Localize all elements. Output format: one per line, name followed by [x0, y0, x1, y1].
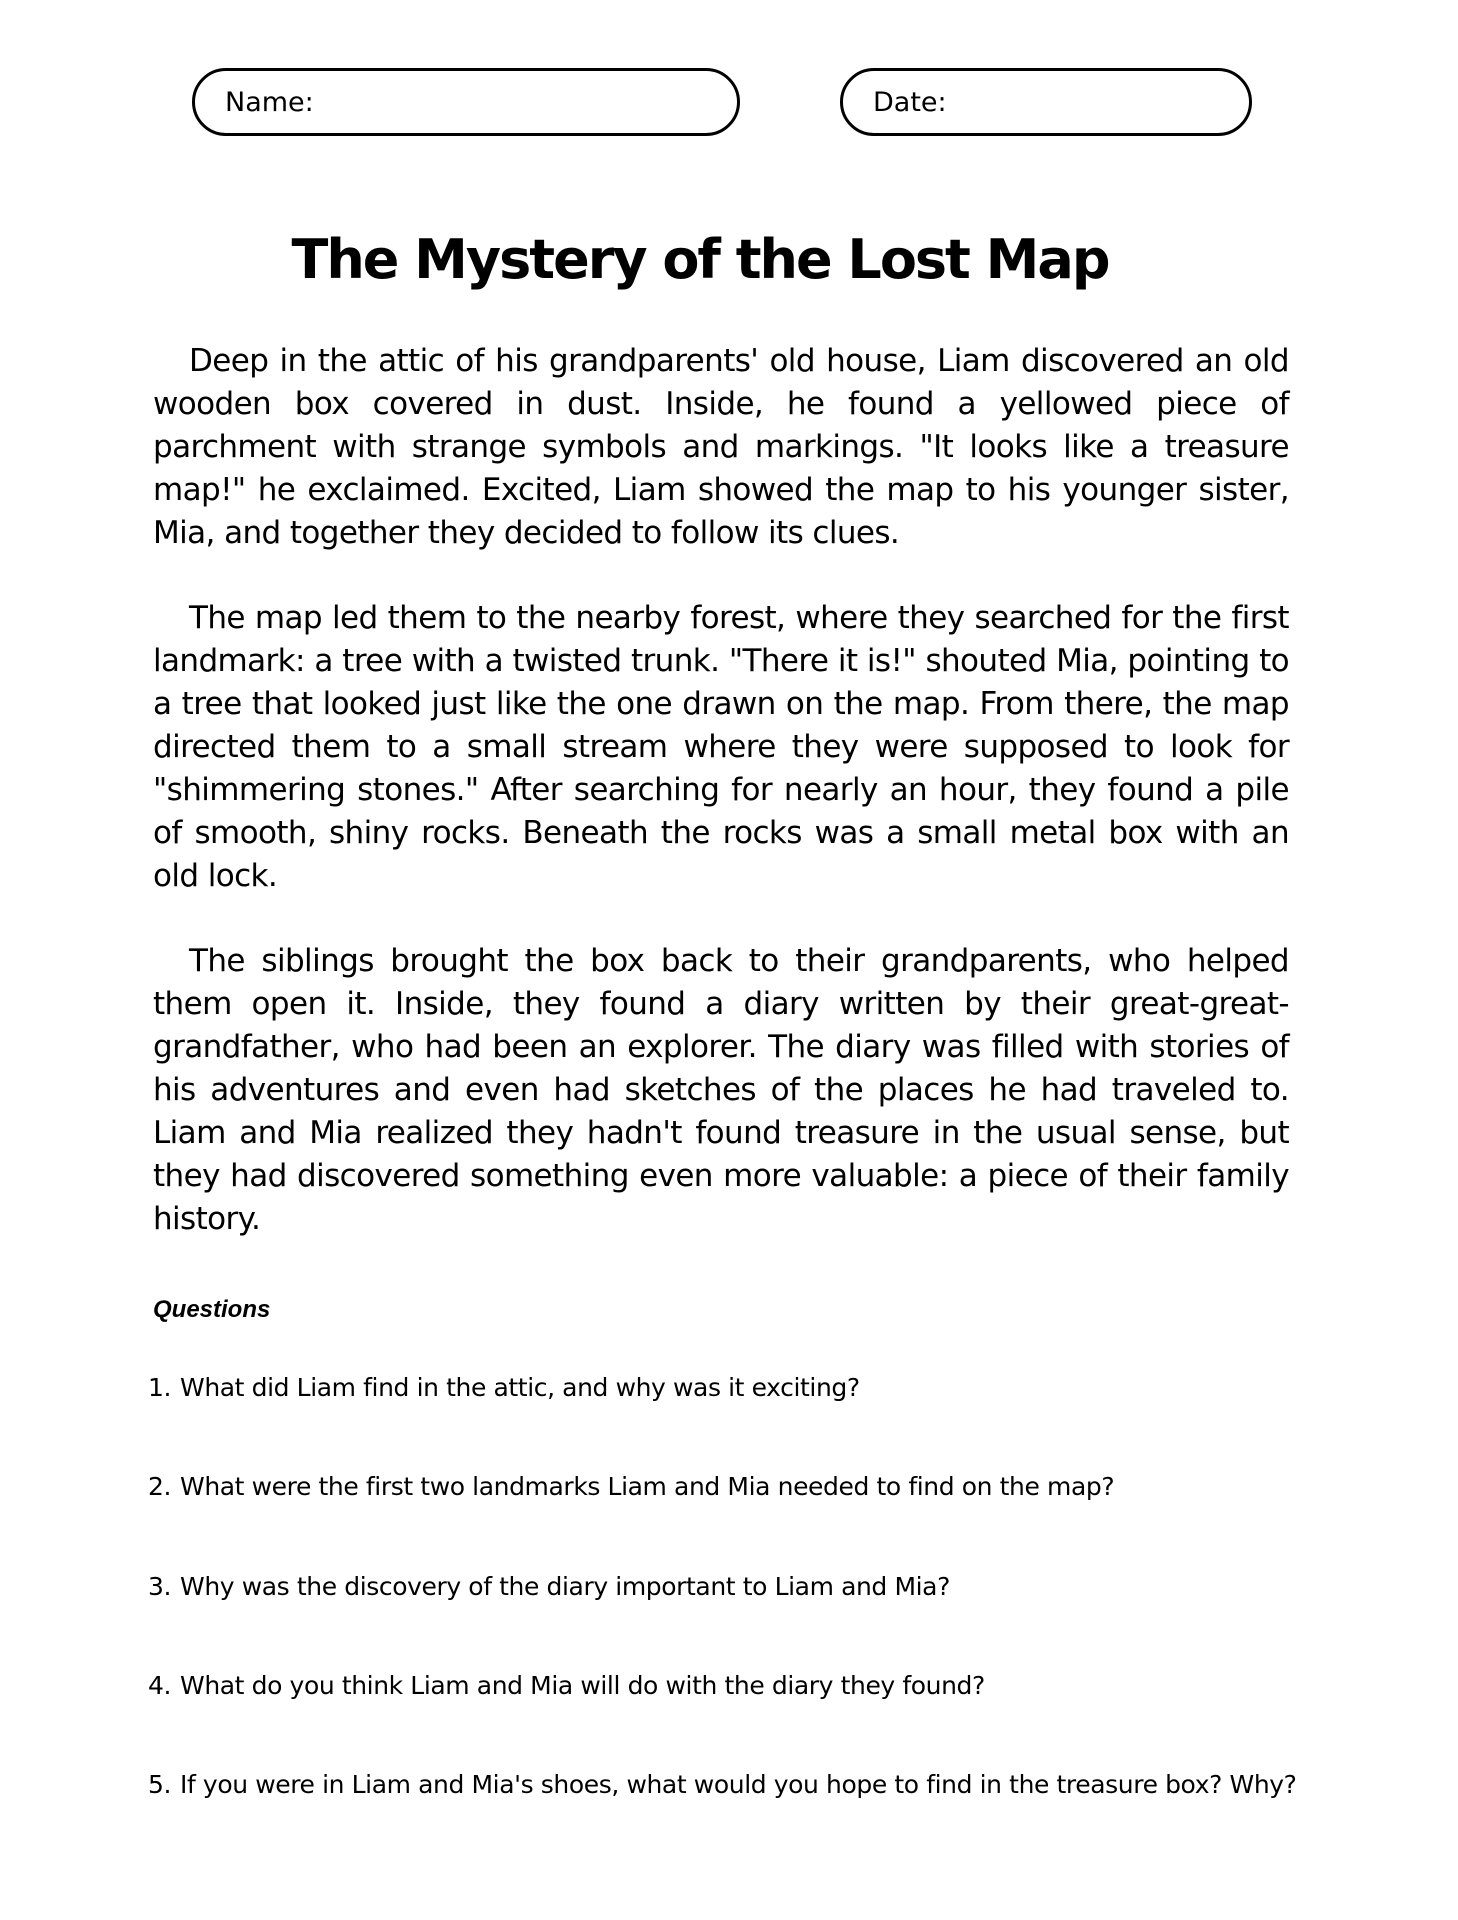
question-item-4: [148, 1671, 1348, 1700]
question-number: 4.: [148, 1671, 172, 1700]
passage-paragraph-2: The map led them to the nearby forest, where they searched for the first landmark: a tree with a twisted trunk. "There it is!" shouted Mia, pointing to a tree that looked just like the one drawn on the map. From there, the map directed them to a small stream where they were supposed to look for "shimmering stones." After searching for nearly an hour, they found a pile of smooth, shiny rocks. Beneath the rocks was a small metal box with an old lock.: [153, 600, 1289, 894]
worksheet-title: The Mystery of the Lost Map: [291, 228, 1109, 291]
passage-paragraph-3: The siblings brought the box back to their grandparents, who helped them open it. Inside, they found a diary written by their great-great-grandfather, who had been an explorer. The diary was filled with stories of his adventures and even had sketches of the places he had traveled to. Liam and Mia realized they hadn't found treasure in the usual sense, but they had discovered something even more valuable: a piece of their family history.: [153, 943, 1289, 1237]
question-item-5: [148, 1770, 1348, 1799]
question-item-2: [148, 1472, 1348, 1501]
name-label: Name:: [225, 86, 314, 118]
question-number: 3.: [148, 1572, 172, 1601]
question-item-1: [148, 1373, 1348, 1402]
question-number: 1.: [148, 1373, 172, 1402]
question-text: If you were in Liam and Mia's shoes, what would you hope to find in the treasure box? Why?: [180, 1770, 1297, 1799]
date-field[interactable]: [840, 68, 1252, 136]
question-text: Why was the discovery of the diary important to Liam and Mia?: [180, 1572, 950, 1601]
question-number: 2.: [148, 1472, 172, 1501]
question-text: What did Liam find in the attic, and why was it exciting?: [180, 1373, 860, 1402]
passage-paragraph-1: Deep in the attic of his grandparents' old house, Liam discovered an old wooden box covered in dust. Inside, he found a yellowed piece of parchment with strange symbols and markings. "It looks like a treasure map!" he exclaimed. Excited, Liam showed the map to his younger sister, Mia, and together they decided to follow its clues.: [153, 343, 1289, 551]
question-text: What were the first two landmarks Liam and Mia needed to find on the map?: [180, 1472, 1115, 1501]
question-text: What do you think Liam and Mia will do with the diary they found?: [180, 1671, 985, 1700]
question-number: 5.: [148, 1770, 172, 1799]
date-label: Date:: [873, 86, 947, 118]
reading-passage: [153, 340, 1289, 1283]
questions-heading: Questions: [153, 1296, 271, 1323]
question-item-3: [148, 1572, 1348, 1601]
name-field[interactable]: [192, 68, 740, 136]
